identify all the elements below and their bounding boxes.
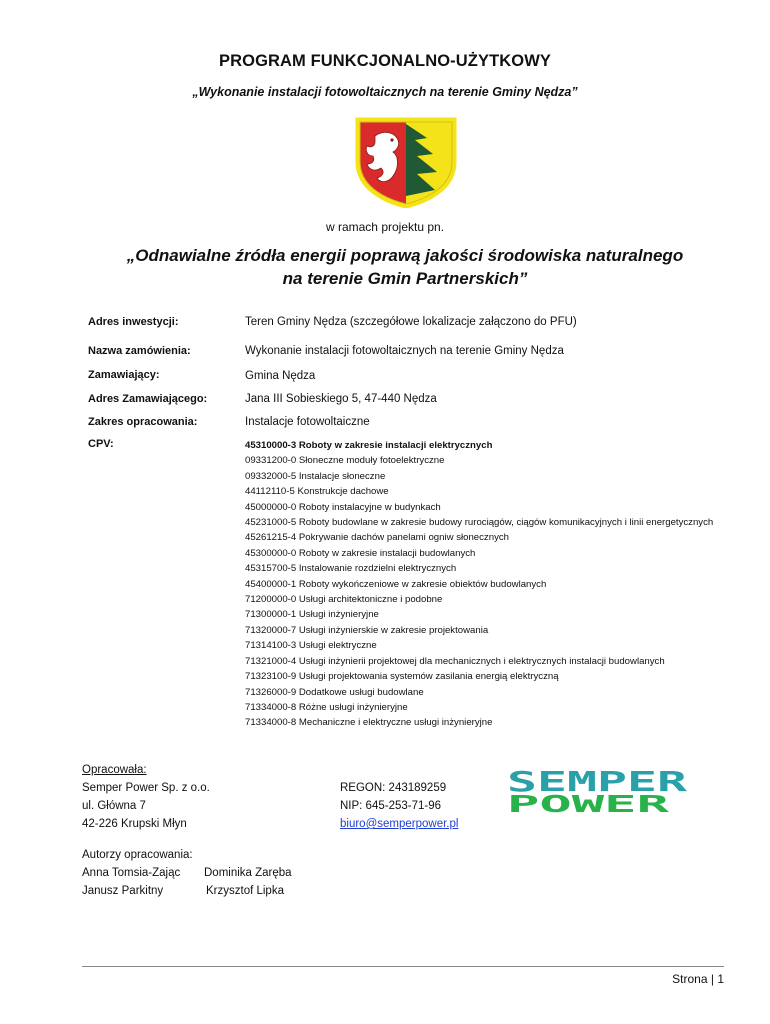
zakres-opracowania-label: Zakres opracowania: [88, 416, 198, 428]
prepared-by-label: Opracowała: [82, 764, 147, 776]
adres-zamawiajacego-label: Adres Zamawiającego: [88, 393, 208, 405]
cpv-item: 45231000-5 Roboty budowlane w zakresie budowy rurociągów, ciągów komunikacyjnych i linii energetycznych [245, 517, 714, 529]
company-city: 42-226 Krupski Młyn [82, 818, 187, 830]
cpv-item: 71200000-0 Usługi architektoniczne i podobne [245, 594, 443, 606]
project-intro: w ramach projektu pn. [325, 220, 445, 234]
project-title-line-1: „Odnawialne źródła energii poprawą jakości środowiska naturalnego [126, 246, 684, 265]
author-name: Dominika Zaręba [204, 867, 292, 879]
cpv-item: 45315700-5 Instalowanie rozdzielni elektrycznych [245, 563, 457, 575]
adres-inwestycji-value: Teren Gminy Nędza (szczegółowe lokalizacje załączono do PFU) [245, 316, 577, 328]
company-street: ul. Główna 7 [82, 800, 146, 812]
cpv-item: 44112110-5 Konstrukcje dachowe [245, 486, 389, 498]
cpv-item: 71334000-8 Różne usługi inżynieryjne [245, 701, 408, 713]
cpv-item: 71323100-9 Usługi projektowania systemów zasilania energią elektryczną [245, 671, 559, 683]
company-nip: NIP: 645-253-71-96 [340, 800, 442, 812]
cpv-item: 09332000-5 Instalacje słoneczne [245, 470, 386, 482]
author-name: Krzysztof Lipka [206, 885, 284, 897]
cpv-item: 71321000-4 Usługi inżynierii projektowej dla mechanicznych i elektrycznych instalacji budowlanych [245, 655, 665, 667]
zakres-opracowania-value: Instalacje fotowoltaiczne [245, 416, 370, 428]
prepared-by-block [82, 761, 210, 833]
author-name: Anna Tomsia-Zając [82, 867, 181, 879]
logo-line-1: SEMPER [507, 766, 688, 798]
company-ids-block [340, 779, 458, 833]
cpv-item: 09331200-0 Słoneczne moduły fotoelektryczne [245, 455, 445, 467]
cpv-item: 71300000-1 Usługi inżynieryjne [245, 609, 379, 621]
page-number: Strona | 1 [672, 972, 724, 986]
document-title: PROGRAM FUNKCJONALNO-UŻYTKOWY [219, 52, 551, 70]
project-title [0, 244, 770, 290]
cpv-item: 71320000-7 Usługi inżynierskie w zakresie projektowania [245, 624, 489, 636]
authors-label: Autorzy opracowania: [82, 849, 193, 861]
adres-zamawiajacego-value: Jana III Sobieskiego 5, 47-440 Nędza [245, 393, 437, 405]
zamawiajacy-label: Zamawiający: [88, 369, 160, 381]
cpv-item: 45000000-0 Roboty instalacyjne w budynkach [245, 501, 441, 513]
adres-inwestycji-label: Adres inwestycji: [88, 316, 179, 328]
nazwa-zamowienia-label: Nazwa zamówienia: [88, 345, 191, 357]
cpv-item: 71334000-8 Mechaniczne i elektryczne usługi inżynieryjne [245, 717, 493, 729]
gmina-coat-of-arms-icon [353, 116, 459, 208]
cpv-item: 45310000-3 Roboty w zakresie instalacji elektrycznych [245, 440, 493, 451]
cpv-item: 71326000-9 Dodatkowe usługi budowlane [245, 686, 424, 698]
company-email-link[interactable]: biuro@semperpower.pl [340, 818, 459, 830]
cpv-label: CPV: [88, 438, 114, 450]
project-title-line-2: na terenie Gmin Partnerskich” [282, 269, 528, 288]
zamawiajacy-value: Gmina Nędza [245, 370, 316, 382]
cpv-list [245, 438, 735, 731]
authors-block [82, 846, 292, 900]
nazwa-zamowienia-value: Wykonanie instalacji fotowoltaicznych na terenie Gminy Nędza [245, 345, 564, 357]
cpv-item: 71314100-3 Usługi elektryczne [245, 640, 377, 652]
cpv-item: 45300000-0 Roboty w zakresie instalacji budowlanych [245, 547, 476, 559]
footer-divider [82, 966, 724, 967]
author-name: Janusz Parkitny [82, 885, 164, 897]
company-regon: REGON: 243189259 [340, 782, 447, 794]
document-subtitle: „Wykonanie instalacji fotowoltaicznych na terenie Gminy Nędza” [192, 85, 578, 99]
logo-line-2: POWER [507, 792, 670, 818]
cpv-item: 45261215-4 Pokrywanie dachów panelami ogniw słonecznych [245, 532, 509, 544]
company-name: Semper Power Sp. z o.o. [82, 782, 210, 794]
semper-power-logo [505, 766, 691, 822]
cpv-item: 45400000-1 Roboty wykończeniowe w zakresie obiektów budowlanych [245, 578, 547, 590]
